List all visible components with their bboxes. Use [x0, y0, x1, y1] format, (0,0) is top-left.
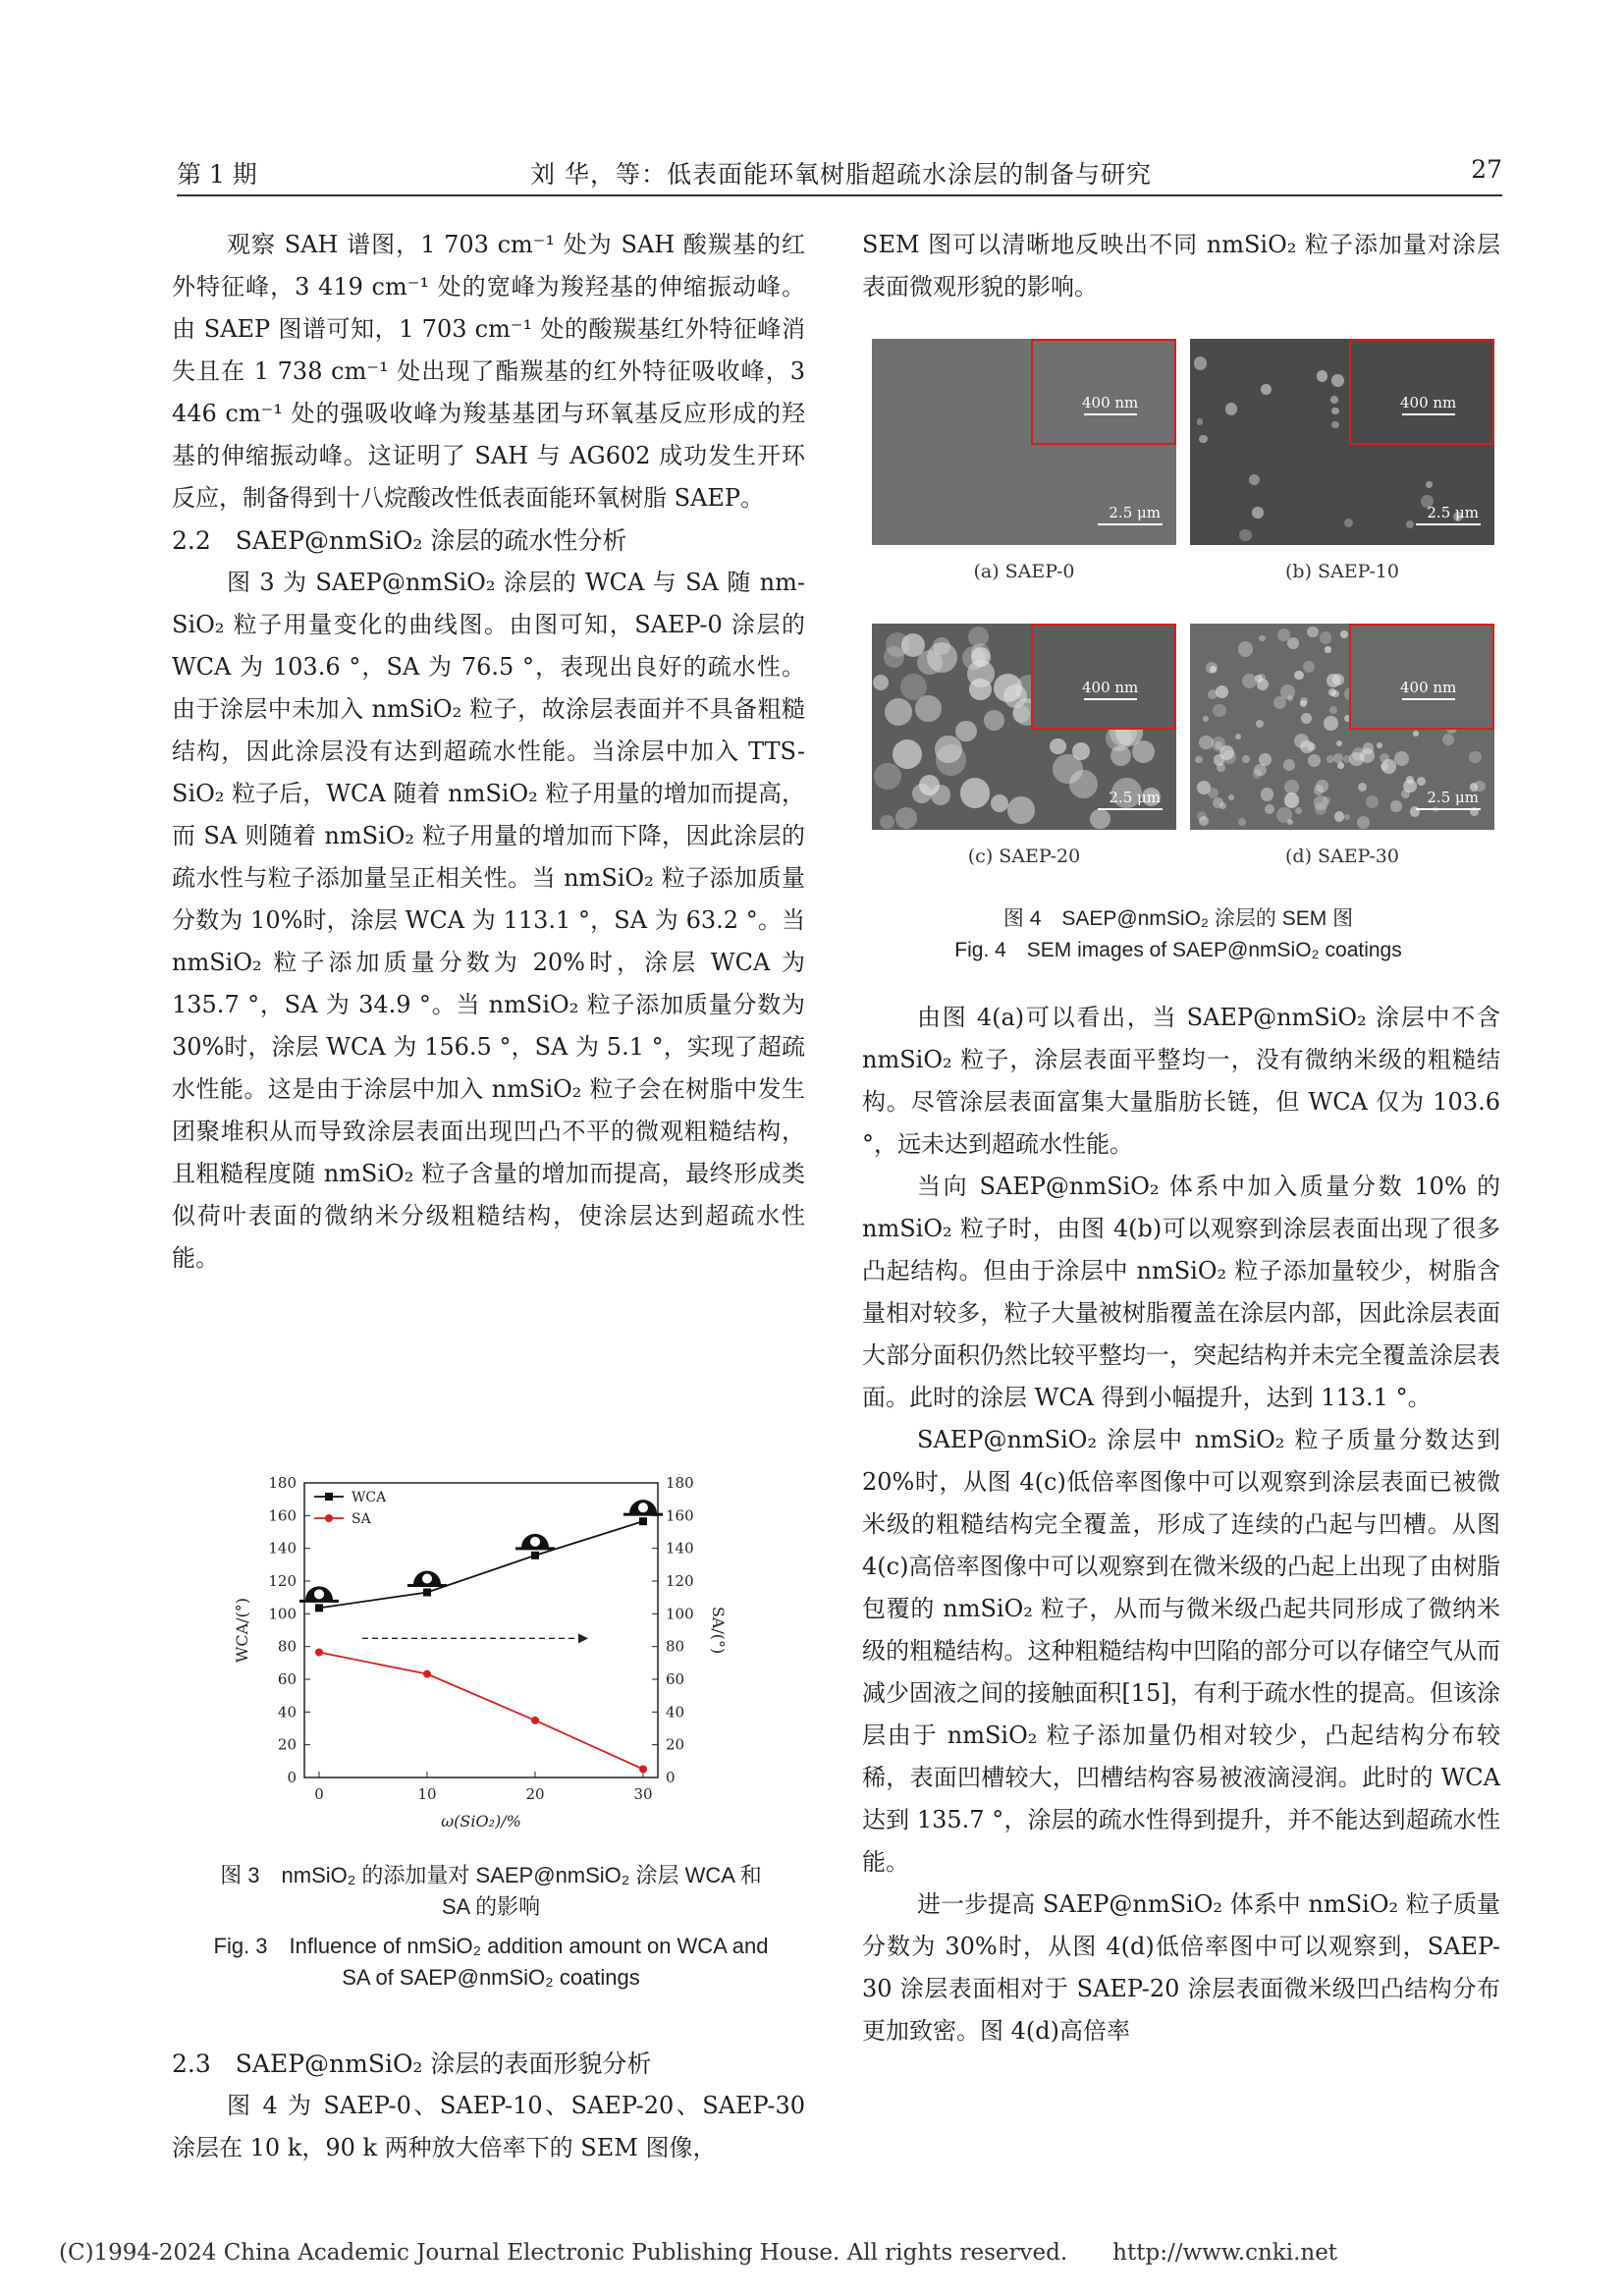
surface-particle: [917, 650, 942, 675]
surface-particle: [1287, 695, 1293, 701]
legend-marker: [325, 1514, 333, 1522]
inset-scale-label: 400 nm: [1400, 394, 1457, 411]
copyright-footer: (C)1994-2024 China Academic Journal Electronic Publishing House. All rights reserved. http://www.cnki.net: [59, 2240, 1338, 2266]
surface-particle: [969, 679, 991, 700]
surface-particle: [1337, 762, 1344, 769]
sem-image-1: [872, 339, 1176, 545]
inset-scale-label: 400 nm: [1400, 679, 1457, 696]
surface-particle: [1303, 661, 1315, 673]
fig3-caption-en: [177, 1931, 805, 1994]
legend-label: SA: [352, 1511, 371, 1527]
surface-particle: [1307, 627, 1318, 637]
surface-particle: [1357, 816, 1370, 829]
paragraph: SEM 图可以清晰地反映出不同 nmSiO₂ 粒子添加量对涂层表面微观形貌的影响。: [862, 231, 1500, 301]
journal-issue: 第 1 期: [177, 160, 257, 189]
surface-particle: [1208, 788, 1219, 799]
surface-particle: [1259, 635, 1265, 641]
right-tick-label: 0: [666, 1769, 676, 1786]
surface-particle: [1276, 807, 1292, 823]
surface-particle: [1469, 751, 1482, 764]
surface-particle: [1442, 734, 1454, 745]
sem-panel-label: (a) SAEP-0: [973, 561, 1075, 582]
paragraph: 当向 SAEP@nmSiO₂ 体系中加入质量分数 10% 的 nmSiO₂ 粒子时，由图 4(b)可以观察到涂层表面出现了很多凸起结构。但由于涂层中 nmSiO₂ 粒子添加量较少，树脂含量相对较多，粒子大量被树脂覆盖在涂层内部，因此涂层表面大部分面积仍然比较平整均一，突起结构并未完全覆盖涂层表面。此时的涂层 WCA 得到小幅提升，达到 113.1 °。: [862, 1173, 1500, 1411]
droplet-highlight: [638, 1503, 648, 1512]
legend-marker: [325, 1493, 333, 1501]
right-column-top: [862, 224, 1500, 308]
figure-3: [177, 1463, 785, 1856]
surface-particle: [1225, 403, 1238, 415]
surface-particle: [1242, 674, 1257, 688]
x-tick-label: 30: [633, 1785, 653, 1803]
surface-particle: [960, 778, 990, 807]
left-tick-label: 0: [287, 1769, 297, 1786]
wca-point: [531, 1552, 539, 1559]
surface-particle: [1203, 716, 1209, 722]
right-tick-label: 20: [666, 1735, 685, 1754]
scale-label: 2.5 μm: [1109, 504, 1161, 521]
surface-particle: [1261, 384, 1271, 394]
surface-particle: [1314, 785, 1325, 795]
surface-particle: [1336, 740, 1343, 747]
surface-particle: [1417, 777, 1427, 787]
droplet-highlight: [314, 1589, 324, 1599]
surface-particle: [1259, 753, 1271, 765]
sem-image-2: [1190, 339, 1494, 545]
right-tick-label: 160: [666, 1506, 694, 1525]
surface-particle: [1208, 689, 1218, 699]
section-heading-2-3: 2.3 SAEP@nmSiO₂ 涂层的表面形貌分析: [172, 2050, 652, 2078]
surface-particle: [873, 675, 889, 690]
sem-image-4: [1190, 624, 1494, 830]
surface-particle: [1216, 685, 1228, 698]
surface-particle: [1426, 481, 1433, 488]
plot-frame: [304, 1483, 658, 1777]
paragraph: 图 4 为 SAEP-0、SAEP-10、SAEP-20、SAEP-30 涂层在 10 k，90 k 两种放大倍率下的 SEM 图像，: [172, 2092, 805, 2161]
surface-particle: [1394, 751, 1409, 766]
series-line-sa: [319, 1653, 643, 1770]
surface-particle: [955, 721, 976, 741]
scale-label: 2.5 μm: [1427, 789, 1479, 806]
surface-particle: [1366, 795, 1380, 809]
surface-particle: [1325, 646, 1330, 652]
surface-particle: [1214, 754, 1225, 766]
running-title: 刘 华，等：低表面能环氧树脂超疏水涂层的制备与研究: [530, 160, 1152, 189]
surface-particle: [1283, 759, 1295, 771]
surface-particle: [1344, 814, 1350, 820]
surface-particle: [935, 736, 962, 763]
surface-particle: [1380, 763, 1387, 770]
fig3-caption-cn: [177, 1860, 805, 1923]
section-heading-2-2: 2.2 SAEP@nmSiO₂ 涂层的疏水性分析: [172, 526, 627, 555]
surface-particle: [1284, 780, 1299, 794]
surface-particle: [1284, 793, 1300, 808]
left-tick-label: 100: [268, 1605, 297, 1623]
surface-particle: [971, 643, 990, 662]
surface-particle: [880, 815, 893, 829]
surface-particle: [1331, 421, 1339, 429]
fig4-caption-en: Fig. 4 SEM images of SAEP@nmSiO₂ coatings: [954, 939, 1402, 961]
surface-particle: [895, 807, 916, 828]
left-tick-label: 20: [277, 1735, 297, 1754]
left-tick-label: 140: [268, 1539, 297, 1558]
inset-scale-bar: [1402, 413, 1455, 415]
left-tick-label: 160: [268, 1506, 297, 1525]
arrow-head: [578, 1633, 588, 1643]
x-tick-label: 10: [417, 1785, 437, 1803]
scale-bar: [1416, 523, 1481, 525]
surface-particle: [1050, 738, 1066, 755]
sem-inset: [1031, 339, 1176, 445]
droplet-highlight: [422, 1574, 432, 1584]
surface-particle: [1324, 716, 1338, 731]
surface-particle: [1235, 734, 1241, 739]
surface-particle: [1110, 745, 1132, 767]
surface-particle: [1195, 756, 1202, 763]
surface-particle: [1358, 783, 1367, 792]
surface-particle: [1340, 630, 1348, 638]
sem-image-3: [872, 624, 1176, 830]
right-column-bottom: [862, 997, 1500, 2052]
header-rule: [177, 194, 1502, 196]
page-header: [177, 147, 1502, 196]
fig4-caption: [864, 903, 1492, 966]
scale-bar: [1098, 523, 1163, 525]
surface-particle: [1256, 720, 1264, 728]
right-tick-label: 140: [666, 1539, 694, 1558]
droplet-highlight: [530, 1537, 540, 1547]
surface-particle: [1326, 755, 1334, 763]
sa-point: [639, 1766, 647, 1774]
left-tick-label: 40: [277, 1703, 297, 1722]
inset-scale-label: 400 nm: [1082, 394, 1139, 411]
scale-bar: [1416, 808, 1481, 810]
left-tick-label: 120: [268, 1572, 297, 1590]
left-tick-label: 60: [277, 1670, 297, 1688]
surface-particle: [1273, 696, 1286, 709]
wca-sa-chart: [177, 1463, 785, 1856]
surface-particle: [1228, 794, 1235, 801]
surface-particle: [1197, 418, 1203, 424]
sem-panel-label: (b) SAEP-10: [1285, 561, 1399, 582]
surface-particle: [1326, 674, 1340, 687]
surface-particle: [874, 763, 900, 790]
sem-inset: [1349, 624, 1494, 730]
fig3-caption-cn-line1: 图 3 nmSiO₂ 的添加量对 SAEP@nmSiO₂ 涂层 WCA 和: [220, 1863, 762, 1887]
x-axis-label: ω(SiO₂)/%: [441, 1812, 521, 1831]
surface-particle: [1317, 370, 1328, 382]
surface-particle: [1334, 811, 1344, 821]
surface-particle: [1199, 435, 1207, 443]
surface-particle: [915, 695, 941, 721]
surface-particle: [1287, 637, 1299, 649]
surface-particle: [1295, 807, 1302, 814]
surface-particle: [984, 710, 1004, 731]
wca-point: [639, 1517, 647, 1525]
surface-particle: [1238, 641, 1254, 657]
surface-particle: [1239, 529, 1252, 542]
inset-scale-bar: [1402, 698, 1455, 700]
surface-particle: [1090, 809, 1110, 829]
scale-label: 2.5 μm: [1109, 789, 1161, 806]
fig4-caption-cn: 图 4 SAEP@nmSiO₂ 涂层的 SEM 图: [1002, 907, 1354, 930]
surface-particle: [1212, 737, 1226, 751]
y-axis-label-left: WCA/(°): [233, 1597, 251, 1664]
right-tick-label: 40: [666, 1703, 685, 1722]
surface-particle: [1330, 396, 1337, 403]
surface-particle: [1307, 742, 1316, 751]
surface-particle: [1265, 804, 1274, 814]
surface-particle: [991, 794, 1008, 812]
surface-particle: [1323, 796, 1330, 804]
inset-scale-label: 400 nm: [1082, 679, 1139, 696]
x-tick-label: 0: [314, 1785, 324, 1803]
surface-particle: [1007, 796, 1035, 824]
sa-point: [423, 1670, 431, 1678]
sem-inset: [1349, 339, 1494, 445]
left-column-top: [172, 224, 805, 1280]
surface-particle: [1390, 800, 1401, 811]
surface-particle: [1329, 706, 1337, 714]
surface-particle: [1261, 788, 1273, 800]
surface-particle: [912, 784, 932, 803]
surface-particle: [1194, 356, 1207, 369]
surface-particle: [1328, 688, 1336, 696]
surface-particle: [1294, 671, 1304, 681]
surface-particle: [1352, 747, 1366, 761]
surface-particle: [1199, 816, 1209, 826]
surface-particle: [1413, 731, 1419, 737]
x-tick-label: 20: [525, 1785, 545, 1803]
sem-inset: [1031, 624, 1176, 730]
scale-label: 2.5 μm: [1427, 504, 1479, 521]
sem-panel-label: (c) SAEP-20: [967, 846, 1081, 867]
surface-particle: [1249, 474, 1260, 485]
left-tick-label: 80: [277, 1637, 297, 1656]
sa-point: [531, 1717, 539, 1724]
series-line-wca: [319, 1521, 643, 1608]
surface-particle: [1344, 519, 1353, 527]
paragraph: SAEP@nmSiO₂ 涂层中 nmSiO₂ 粒子质量分数达到 20%时，从图 4(c)低倍率图像中可以观察到涂层表面已被微米级的粗糙结构完全覆盖，形成了连续的凸起与凹槽。从图 4(c)高倍率图像中可以观察到在微米级的凸起上出现了由树脂包覆的 nmSiO₂ 粒子，从而与微米级凸起共同形成了微纳米级的粗糙结构。这种粗糙结构中凹陷的部分可以存储空气从而减少固液之间的接触面积[15]，有利于疏水性的提高。但该涂层由于 nmSiO₂ 粒子添加量仍相对较少，凸起结构分布较稀，表面凹槽较大，凹槽结构容易被液滴浸润。此时的 WCA 达到 135.7 °，涂层的疏水性得到提升，并不能达到超疏水性能。: [862, 1426, 1500, 1876]
right-tick-label: 60: [666, 1670, 685, 1688]
surface-particle: [1206, 662, 1218, 674]
surface-particle: [1315, 802, 1326, 814]
fig3-caption-en-line1: Fig. 3 Influence of nmSiO₂ addition amount on WCA and: [213, 1934, 769, 1958]
surface-particle: [1301, 713, 1312, 724]
y-axis-label-right: SA/(°): [709, 1606, 728, 1655]
paragraph: 图 3 为 SAEP@nmSiO₂ 涂层的 WCA 与 SA 随 nm-SiO₂ 粒子用量变化的曲线图。由图可知，SAEP-0 涂层的 WCA 为 103.6 °，SA 为 76.5 °，表现出良好的疏水性。由于涂层中未加入 nmSiO₂ 粒子，故涂层表面并不具备粗糙结构，因此涂层没有达到超疏水性能。当涂层中加入 TTS-SiO₂ 粒子后，WCA 随着 nmSiO₂ 粒子用量的增加而提高，而 SA 则随着 nmSiO₂ 粒子用量的增加而下降，因此涂层的疏水性与粒子添加量呈正相关性。当 nmSiO₂ 粒子添加质量分数为 10%时，涂层 WCA 为 113.1 °，SA 为 63.2 °。当 nmSiO₂ 粒子添加质量分数为 20%时，涂层 WCA 为 135.7 °，SA 为 34.9 °。当 nmSiO₂ 粒子添加质量分数为 30%时，涂层 WCA 为 156.5 °，SA 为 5.1 °，实现了超疏水性能。这是由于涂层中加入 nmSiO₂ 粒子会在树脂中发生团聚堆积从而导致涂层表面出现凹凸不平的微观粗糙结构，且粗糙程度随 nmSiO₂ 粒子含量的增加而提高，最终形成类似荷叶表面的微纳米分级粗糙结构，使涂层达到超疏水性能。: [172, 569, 805, 1272]
surface-particle: [1300, 700, 1307, 707]
surface-particle: [885, 698, 912, 726]
sa-point: [315, 1649, 323, 1657]
paragraph: 由图 4(a)可以看出，当 SAEP@nmSiO₂ 涂层中不含 nmSiO₂ 粒子，涂层表面平整均一，没有微纳米级的粗糙结构。尽管涂层表面富集大量脂肪长链，但 WCA 仅为 103.6 °，远未达到超疏水性能。: [862, 1004, 1500, 1158]
paragraph: 进一步提高 SAEP@nmSiO₂ 体系中 nmSiO₂ 粒子质量分数为 30%时，从图 4(d)低倍率图中可以观察到，SAEP-30 涂层表面相对于 SAEP-20 涂层表面微米级凹凸结构分布更加致密。图 4(d)高倍率: [862, 1890, 1500, 2045]
surface-particle: [1308, 754, 1321, 767]
surface-particle: [1377, 742, 1382, 748]
fig3-caption-cn-line2: SA 的影响: [441, 1894, 541, 1919]
surface-particle: [1406, 520, 1414, 528]
surface-particle: [1331, 408, 1339, 415]
surface-particle: [1242, 755, 1250, 763]
surface-particle: [1252, 507, 1263, 518]
inset-scale-bar: [1084, 413, 1137, 415]
page-number: 27: [1471, 155, 1502, 184]
legend-label: WCA: [352, 1490, 387, 1505]
fig3-caption-en-line2: SA of SAEP@nmSiO₂ coatings: [342, 1965, 640, 1990]
surface-particle: [1331, 374, 1344, 387]
right-tick-label: 180: [666, 1474, 694, 1492]
right-tick-label: 120: [666, 1572, 694, 1590]
scale-bar: [1098, 808, 1163, 810]
surface-particle: [1213, 704, 1225, 717]
right-tick-label: 100: [666, 1605, 694, 1623]
surface-particle: [893, 739, 922, 769]
surface-particle: [1320, 631, 1331, 643]
left-column-bottom: [172, 2043, 805, 2169]
surface-particle: [1238, 818, 1246, 826]
sem-panel-label: (d) SAEP-30: [1285, 846, 1399, 867]
wca-point: [423, 1589, 431, 1597]
inset-scale-bar: [1084, 698, 1137, 700]
wca-point: [315, 1604, 323, 1612]
left-tick-label: 180: [268, 1474, 297, 1492]
right-tick-label: 80: [666, 1637, 685, 1656]
paragraph: 观察 SAH 谱图，1 703 cm⁻¹ 处为 SAH 酸羰基的红外特征峰，3 419 cm⁻¹ 处的宽峰为羧羟基的伸缩振动峰。由 SAEP 图谱可知，1 703 cm⁻¹ 处的酸羰基红外特征峰消失且在 1 738 cm⁻¹ 处出现了酯羰基的红外特征吸收峰，3 446 cm⁻¹ 处的强吸收峰为羧基基团与环氧基反应形成的羟基的伸缩振动峰。这证明了 SAH 与 AG602 成功发生开环反应，制备得到十八烷酸改性低表面能环氧树脂 SAEP。: [172, 231, 805, 512]
